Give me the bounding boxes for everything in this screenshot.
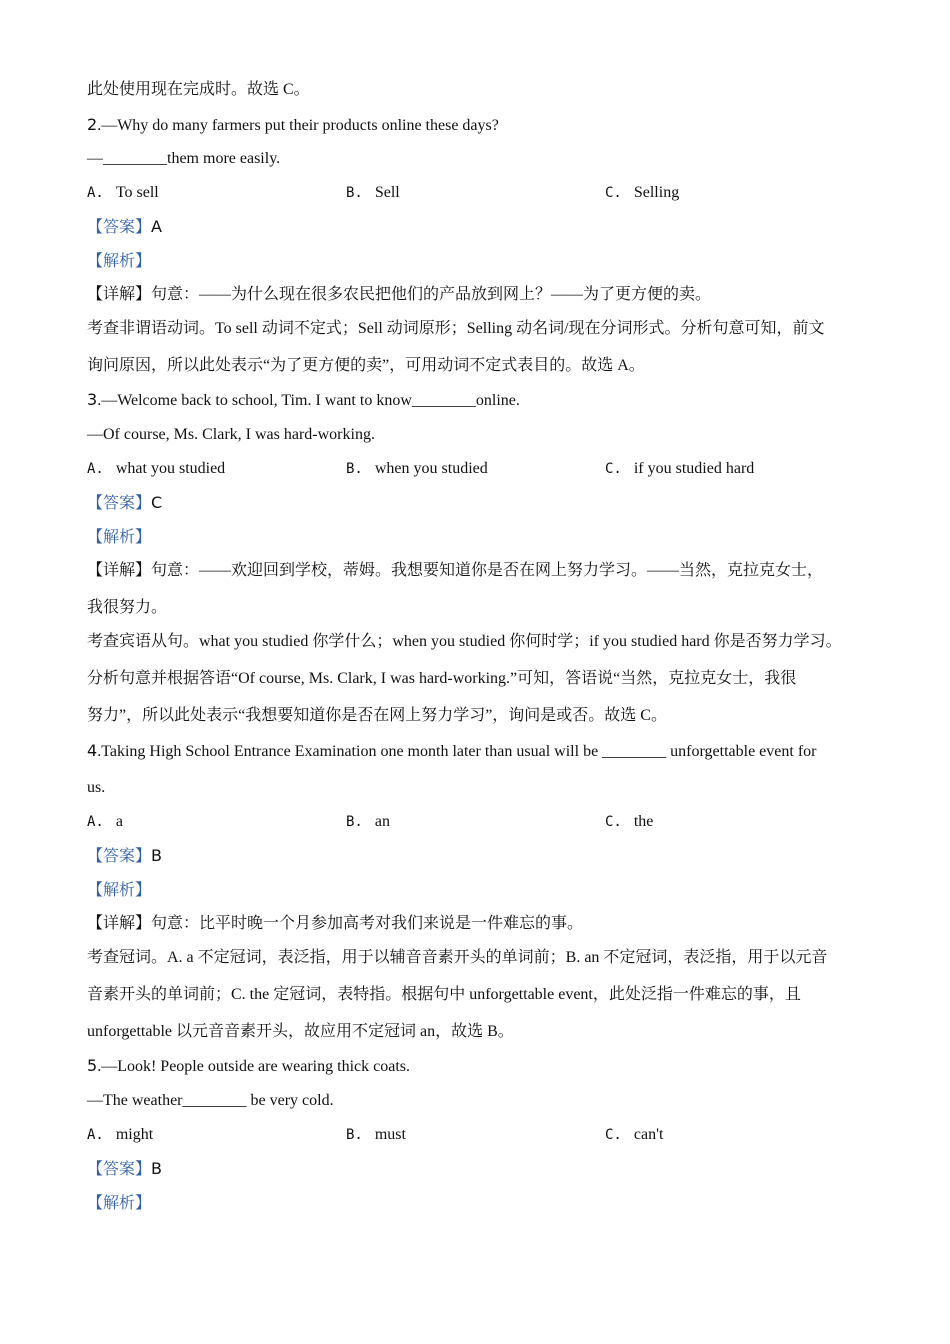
detail-label: 【详解】 bbox=[87, 915, 152, 932]
detail-line bbox=[87, 561, 823, 581]
question-number: 5 bbox=[87, 1056, 98, 1075]
option-text: what you studied bbox=[115, 460, 226, 477]
option-a bbox=[87, 459, 225, 479]
option-letter: A. bbox=[87, 185, 104, 201]
answer-label: 【答案】 bbox=[87, 1161, 152, 1178]
analysis-label: 【解析】 bbox=[87, 882, 152, 899]
option-c bbox=[605, 1125, 663, 1145]
question-5 bbox=[87, 1056, 410, 1077]
detail-text: 句意：——为什么现在很多农民把他们的产品放到网上？——为了更方便的卖。 bbox=[151, 286, 712, 303]
detail-line bbox=[87, 285, 711, 305]
question-3 bbox=[87, 390, 520, 411]
analysis-label: 【解析】 bbox=[87, 1195, 152, 1212]
question-2 bbox=[87, 115, 499, 136]
answer-label: 【答案】 bbox=[87, 219, 152, 236]
detail-label: 【详解】 bbox=[87, 562, 152, 579]
option-text: might bbox=[115, 1126, 154, 1143]
option-b bbox=[346, 183, 400, 203]
analysis-label: 【解析】 bbox=[87, 253, 152, 270]
option-b bbox=[346, 459, 488, 479]
option-letter: C. bbox=[605, 1127, 622, 1143]
answer-line bbox=[87, 846, 162, 867]
explanation-line: unforgettable 以元音音素开头，故应用不定冠词 an，故选 B。 bbox=[87, 1023, 514, 1040]
detail-line-cont: 我很努力。 bbox=[87, 599, 168, 616]
answer-line bbox=[87, 217, 162, 238]
explanation-line: 努力”，所以此处表示“我想要知道你是否在网上努力学习”，询问是或否。故选 C。 bbox=[87, 707, 667, 724]
option-c bbox=[605, 812, 653, 832]
explanation-line: 考查宾语从句。what you studied 你学什么；when you studied 你何时学；if you studied hard 你是否努力学习。 bbox=[87, 633, 842, 650]
option-text: To sell bbox=[115, 184, 159, 201]
detail-text: 句意：比平时晚一个月参加高考对我们来说是一件难忘的事。 bbox=[151, 915, 584, 932]
question-4-cont: us. bbox=[87, 779, 106, 796]
question-4 bbox=[87, 741, 816, 762]
option-text: Selling bbox=[633, 184, 680, 201]
option-a bbox=[87, 183, 159, 203]
answer-line bbox=[87, 1159, 162, 1180]
option-text: when you studied bbox=[374, 460, 488, 477]
answer-value: B bbox=[151, 1159, 162, 1178]
option-letter: A. bbox=[87, 814, 104, 830]
explanation-line: 考查非谓语动词。To sell 动词不定式；Sell 动词原形；Selling 动名词/现在分词形式。分析句意可知，前文 bbox=[87, 320, 825, 337]
question-text: .—Welcome back to school, Tim. I want to know________online. bbox=[97, 392, 520, 409]
option-text: the bbox=[633, 813, 654, 830]
explanation-line: 考查冠词。A. a 不定冠词，表泛指，用于以辅音音素开头的单词前；B. an 不定冠词，表泛指，用于以元音 bbox=[87, 949, 828, 966]
option-c bbox=[605, 459, 754, 479]
detail-line bbox=[87, 914, 583, 934]
option-letter: B. bbox=[346, 814, 363, 830]
question-text: .—Look! People outside are wearing thick coats. bbox=[97, 1058, 410, 1075]
explanation-line: 音素开头的单词前；C. the 定冠词，表特指。根据句中 unforgettable event，此处泛指一件难忘的事，且 bbox=[87, 986, 801, 1003]
option-letter: C. bbox=[605, 185, 622, 201]
option-a bbox=[87, 812, 123, 832]
option-b bbox=[346, 1125, 406, 1145]
option-text: must bbox=[374, 1126, 406, 1143]
option-text: if you studied hard bbox=[633, 460, 755, 477]
explanation-line: 询问原因，所以此处表示“为了更方便的卖”，可用动词不定式表目的。故选 A。 bbox=[87, 357, 645, 374]
option-text: can't bbox=[633, 1126, 664, 1143]
option-letter: C. bbox=[605, 814, 622, 830]
option-letter: B. bbox=[346, 461, 363, 477]
option-letter: A. bbox=[87, 461, 104, 477]
answer-value: C bbox=[151, 493, 163, 512]
question-number: 3 bbox=[87, 390, 98, 409]
question-3-response: —Of course, Ms. Clark, I was hard-working. bbox=[87, 426, 375, 443]
option-text: an bbox=[374, 813, 390, 830]
detail-text: 句意：——欢迎回到学校，蒂姆。我想要知道你是否在网上努力学习。——当然，克拉克女士， bbox=[151, 562, 824, 579]
answer-label: 【答案】 bbox=[87, 848, 152, 865]
intro-line: 此处使用现在完成时。故选 C。 bbox=[87, 81, 310, 98]
option-letter: B. bbox=[346, 185, 363, 201]
option-letter: C. bbox=[605, 461, 622, 477]
option-b bbox=[346, 812, 390, 832]
option-a bbox=[87, 1125, 153, 1145]
option-text: a bbox=[115, 813, 123, 830]
option-letter: B. bbox=[346, 1127, 363, 1143]
option-c bbox=[605, 183, 679, 203]
option-letter: A. bbox=[87, 1127, 104, 1143]
question-5-response: —The weather________ be very cold. bbox=[87, 1092, 334, 1109]
option-text: Sell bbox=[374, 184, 400, 201]
answer-line bbox=[87, 493, 162, 514]
analysis-label: 【解析】 bbox=[87, 529, 152, 546]
answer-value: B bbox=[151, 846, 162, 865]
explanation-line: 分析句意并根据答语“Of course, Ms. Clark, I was hard-working.”可知，答语说“当然，克拉克女士，我很 bbox=[87, 670, 797, 687]
question-text: .—Why do many farmers put their products online these days? bbox=[97, 117, 499, 134]
question-text: .Taking High School Entrance Examination one month later than usual will be ________ unforgettable event for bbox=[97, 743, 817, 760]
question-2-response: —________them more easily. bbox=[87, 150, 281, 167]
question-number: 2 bbox=[87, 115, 98, 134]
detail-label: 【详解】 bbox=[87, 286, 152, 303]
answer-label: 【答案】 bbox=[87, 495, 152, 512]
question-number: 4 bbox=[87, 741, 98, 760]
answer-value: A bbox=[151, 217, 162, 236]
